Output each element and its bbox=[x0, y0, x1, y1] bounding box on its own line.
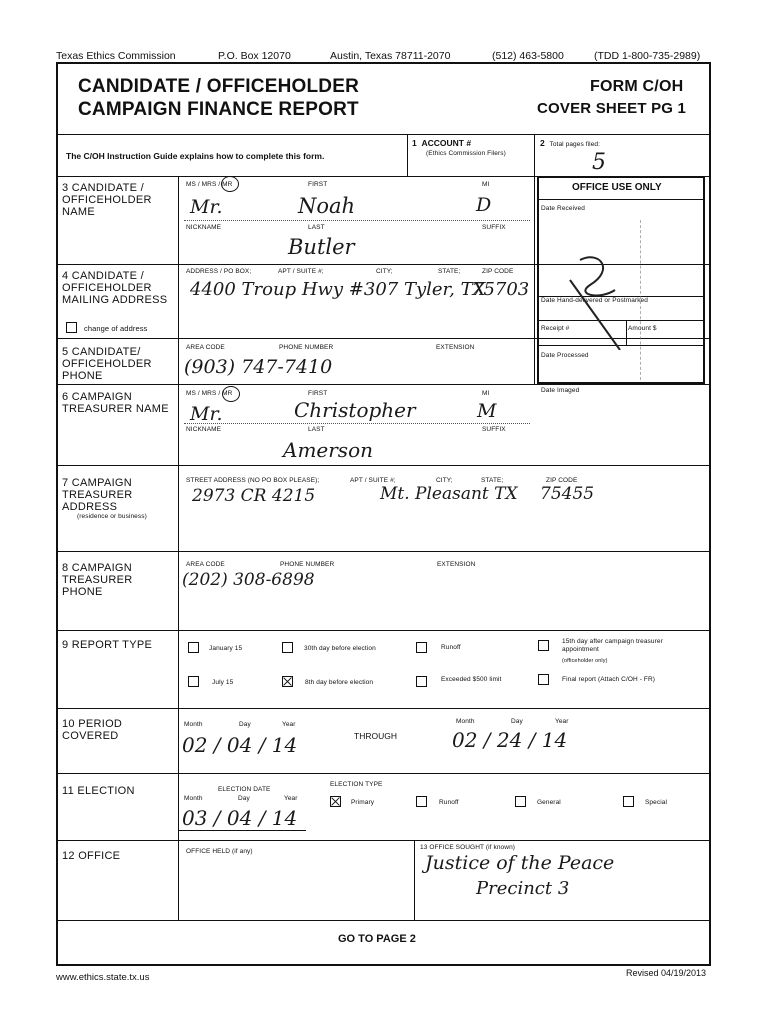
s8-ext: EXTENSION bbox=[437, 561, 476, 568]
s10-through: THROUGH bbox=[354, 731, 397, 741]
election-special-checkbox[interactable] bbox=[623, 796, 634, 807]
report-jan15-checkbox[interactable] bbox=[188, 642, 199, 653]
s3-msmrs: MS / MRS / MR bbox=[186, 181, 233, 188]
s6-suffix: SUFFIX bbox=[482, 426, 506, 433]
s5-phone: PHONE NUMBER bbox=[279, 344, 334, 351]
s3-mi-value: D bbox=[476, 194, 492, 216]
s3-first-value: Noah bbox=[298, 194, 356, 218]
report-15day-sub: (officeholder only) bbox=[562, 658, 608, 664]
s3-mi: MI bbox=[482, 181, 490, 188]
s13-line1: Justice of the Peace bbox=[425, 852, 615, 874]
s6-title-value: Mr. bbox=[190, 403, 223, 425]
s5-phone-value: (903) 747-7410 bbox=[184, 356, 333, 378]
date-received-label: Date Received bbox=[541, 205, 585, 212]
report-15day-checkbox[interactable] bbox=[538, 640, 549, 651]
report-final-label: Final report (Attach C/OH - FR) bbox=[562, 676, 656, 683]
s6-label: 6 CAMPAIGN TREASURER NAME bbox=[62, 391, 169, 415]
account-sub: (Ethics Commission Filers) bbox=[426, 150, 506, 157]
s7-street-value: 2973 CR 4215 bbox=[192, 486, 316, 506]
s10-to-year: Year bbox=[555, 718, 569, 725]
s9-label: 9 REPORT TYPE bbox=[62, 639, 153, 651]
report-30day-checkbox[interactable] bbox=[282, 642, 293, 653]
instruction-text: The C/OH Instruction Guide explains how to complete this form. bbox=[66, 151, 325, 161]
s8-phone: PHONE NUMBER bbox=[280, 561, 335, 568]
s4-zip-value: 75703 bbox=[472, 279, 530, 300]
s3-suffix: SUFFIX bbox=[482, 224, 506, 231]
report-jul15-label: July 15 bbox=[212, 679, 234, 686]
s13-label: 13 OFFICE SOUGHT (if known) bbox=[420, 844, 516, 851]
s12-held: OFFICE HELD (if any) bbox=[186, 848, 253, 855]
s11-month: Month bbox=[184, 795, 203, 802]
s4-label: 4 CANDIDATE / OFFICEHOLDER MAILING ADDRESS bbox=[62, 270, 168, 306]
receipt-label: Receipt # bbox=[541, 325, 570, 332]
s10-from-year: Year bbox=[282, 721, 296, 728]
pages-label: 2 Total pages filed: bbox=[540, 138, 601, 148]
s11-type-label: ELECTION TYPE bbox=[330, 781, 383, 788]
s11-day: Day bbox=[238, 795, 250, 802]
report-jul15-checkbox[interactable] bbox=[188, 676, 199, 687]
s11-year: Year bbox=[284, 795, 298, 802]
date-imaged-label: Date Imaged bbox=[541, 387, 580, 394]
report-8day-checkbox[interactable] bbox=[282, 676, 293, 687]
s3-last-value: Butler bbox=[288, 235, 355, 259]
treasurer-mr-circle bbox=[222, 386, 240, 402]
s7-state: STATE; bbox=[481, 477, 504, 484]
report-runoff-label: Runoff bbox=[441, 644, 461, 651]
election-special-label: Special bbox=[645, 799, 668, 806]
s7-label: 7 CAMPAIGN TREASURER ADDRESS bbox=[62, 477, 133, 513]
mr-circle bbox=[221, 176, 239, 192]
s6-last-value: Amerson bbox=[283, 438, 373, 462]
amount-label: Amount $ bbox=[628, 325, 657, 332]
s4-address-value: 4400 Troup Hwy #307 Tyler, TX bbox=[190, 279, 486, 300]
s13-line2: Precinct 3 bbox=[476, 878, 570, 899]
s7-sub: (residence or business) bbox=[77, 513, 147, 520]
initials-scribble bbox=[560, 240, 640, 350]
s4-address: ADDRESS / PO BOX; bbox=[186, 268, 252, 275]
report-final-checkbox[interactable] bbox=[538, 674, 549, 685]
change-address-checkbox[interactable] bbox=[66, 322, 77, 333]
s8-phone-value: (202) 308-6898 bbox=[182, 570, 315, 590]
s10-from-month: Month bbox=[184, 721, 203, 728]
cover-sheet: COVER SHEET PG 1 bbox=[537, 100, 687, 117]
s6-msmrs: MS / MRS / MR bbox=[186, 390, 233, 397]
report-jan15-label: January 15 bbox=[209, 645, 243, 652]
s6-first-value: Christopher bbox=[294, 398, 416, 422]
date-hand-label: Date Hand-delivered or Postmarked bbox=[541, 297, 648, 304]
s3-label: 3 CANDIDATE / OFFICEHOLDER NAME bbox=[62, 182, 152, 218]
footer-revised: Revised 04/19/2013 bbox=[626, 968, 707, 978]
date-processed-label: Date Processed bbox=[541, 352, 589, 359]
report-runoff-checkbox[interactable] bbox=[416, 642, 427, 653]
s5-label: 5 CANDIDATE/ OFFICEHOLDER PHONE bbox=[62, 346, 152, 382]
s6-mi: MI bbox=[482, 390, 490, 397]
agency-phone: (512) 463-5800 bbox=[492, 50, 564, 62]
change-address-label: change of address bbox=[84, 324, 148, 333]
election-runoff-label: Runoff bbox=[439, 799, 459, 806]
form-id: FORM C/OH bbox=[590, 78, 684, 95]
agency-tdd: (TDD 1-800-735-2989) bbox=[594, 50, 701, 62]
footer-url: www.ethics.state.tx.us bbox=[56, 972, 150, 983]
s4-state: STATE; bbox=[438, 268, 461, 275]
s3-last: LAST bbox=[308, 224, 325, 231]
s7-street: STREET ADDRESS (NO PO BOX PLEASE); bbox=[186, 477, 320, 484]
s7-apt: APT / SUITE #; bbox=[350, 477, 396, 484]
s5-ext: EXTENSION bbox=[436, 344, 475, 351]
s8-area: AREA CODE bbox=[186, 561, 225, 568]
po-box: P.O. Box 12070 bbox=[218, 50, 291, 62]
s7-zip-value: 75455 bbox=[540, 484, 595, 504]
s10-from-day: Day bbox=[239, 721, 251, 728]
s10-label: 10 PERIOD COVERED bbox=[62, 718, 123, 742]
s6-first: FIRST bbox=[308, 390, 328, 397]
office-use-title: OFFICE USE ONLY bbox=[572, 182, 662, 193]
s10-to-day: Day bbox=[511, 718, 523, 725]
s10-from-value: 02 / 04 / 14 bbox=[182, 733, 298, 757]
s11-date-value: 03 / 04 / 14 bbox=[182, 806, 298, 830]
report-exceeded-checkbox[interactable] bbox=[416, 676, 427, 687]
s12-label: 12 OFFICE bbox=[62, 850, 121, 862]
s7-city: CITY; bbox=[436, 477, 453, 484]
form-title-line2: CAMPAIGN FINANCE REPORT bbox=[78, 99, 359, 120]
s6-mi-value: M bbox=[477, 400, 497, 422]
election-primary-checkbox[interactable] bbox=[330, 796, 341, 807]
s7-city-value: Mt. Pleasant TX bbox=[380, 484, 518, 504]
agency-city: Austin, Texas 78711-2070 bbox=[330, 50, 451, 62]
pages-value: 5 bbox=[592, 150, 606, 175]
form-title-line1: CANDIDATE / OFFICEHOLDER bbox=[78, 76, 359, 97]
s3-title-value: Mr. bbox=[190, 196, 223, 218]
account-num: 1 ACCOUNT # bbox=[412, 138, 472, 148]
s10-to-month: Month bbox=[456, 718, 475, 725]
received-stamp bbox=[640, 220, 701, 380]
election-primary-label: Primary bbox=[351, 799, 375, 806]
s10-to-value: 02 / 24 / 14 bbox=[452, 728, 568, 752]
s6-last: LAST bbox=[308, 426, 325, 433]
s6-nickname: NICKNAME bbox=[186, 426, 222, 433]
report-exceeded-label: Exceeded $500 limit bbox=[441, 676, 502, 683]
election-runoff-checkbox[interactable] bbox=[416, 796, 427, 807]
s3-nickname: NICKNAME bbox=[186, 224, 222, 231]
agency-name: Texas Ethics Commission bbox=[56, 50, 176, 62]
s3-first: FIRST bbox=[308, 181, 328, 188]
s4-city: CITY; bbox=[376, 268, 393, 275]
s11-date-label: ELECTION DATE bbox=[218, 786, 271, 793]
goto-page2: GO TO PAGE 2 bbox=[338, 933, 416, 945]
s11-label: 11 ELECTION bbox=[62, 785, 135, 797]
election-general-checkbox[interactable] bbox=[515, 796, 526, 807]
report-30day-label: 30th day before election bbox=[304, 645, 376, 652]
s7-zip: ZIP CODE bbox=[546, 477, 578, 484]
s4-zip: ZIP CODE bbox=[482, 268, 514, 275]
election-general-label: General bbox=[537, 799, 561, 806]
report-8day-label: 8th day before election bbox=[305, 679, 374, 686]
report-15day-label: 15th day after campaign treasurer appointment bbox=[562, 638, 663, 653]
s8-label: 8 CAMPAIGN TREASURER PHONE bbox=[62, 562, 133, 598]
s4-apt: APT / SUITE #; bbox=[278, 268, 324, 275]
s5-area: AREA CODE bbox=[186, 344, 225, 351]
